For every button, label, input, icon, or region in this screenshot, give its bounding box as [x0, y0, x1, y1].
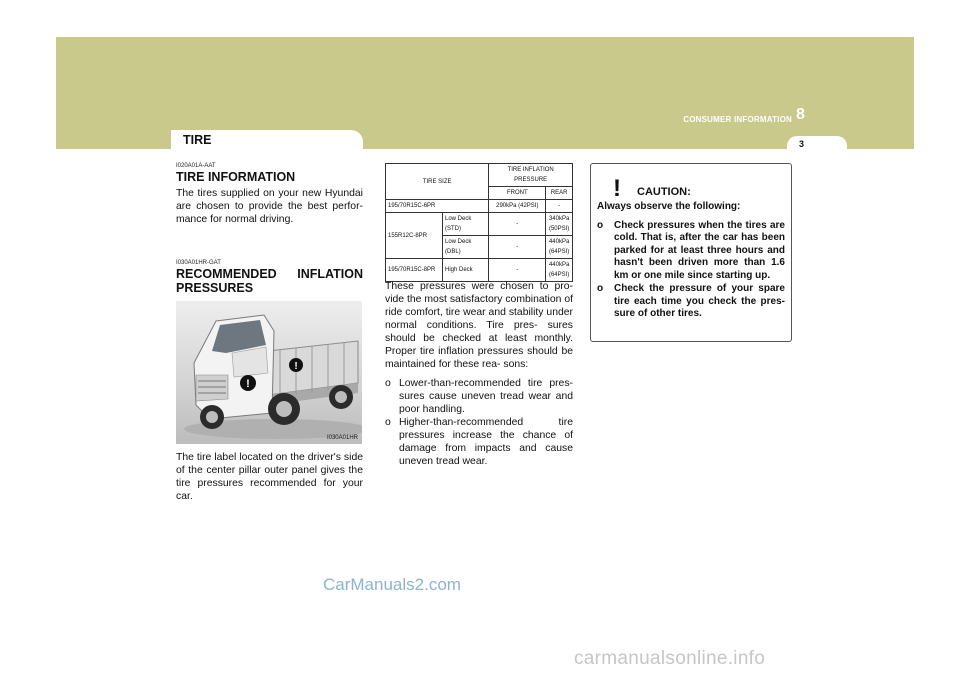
left-column — [176, 163, 363, 226]
list-item: o Lower-than-recommended tire pres- sures cause uneven tread wear and poor handling. — [385, 378, 573, 415]
caution-title: CAUTION: — [637, 186, 691, 198]
caution-body — [597, 201, 785, 321]
table-header-row — [386, 164, 573, 187]
tire-size-header: TIRE SIZE — [386, 164, 489, 200]
section-code: I020A01A-AAT — [176, 163, 216, 169]
deck-cell: Low Deck (STD) — [443, 213, 489, 236]
list-item: o Check pressures when the tires are cold. That is, after the car has been parked for at least three hours and hasn't been driven more than 1.6 km or one mile since starting up. — [597, 219, 785, 281]
table-row — [386, 259, 573, 282]
list-item: o Check the pressure of your spare tire each time you check the pres- sure of other tires. — [597, 283, 785, 319]
reasons-list — [385, 377, 573, 468]
rear-cell: - — [546, 200, 573, 213]
caution-intro: Always observe the following: — [597, 201, 741, 212]
tire-pressure-table — [385, 163, 573, 282]
svg-text:!: ! — [613, 175, 621, 199]
table-row — [386, 200, 573, 213]
front-header: FRONT — [489, 187, 546, 200]
pressure-header: TIRE INFLATION PRESSURE — [489, 164, 573, 187]
section-code: I030A01HR-GAT — [176, 260, 221, 266]
heading-tire-information: TIRE INFORMATION — [176, 170, 296, 184]
deck-cell: High Deck — [443, 259, 489, 282]
svg-text:!: ! — [294, 361, 298, 372]
warning-icon — [600, 169, 634, 199]
front-cell: - — [489, 236, 546, 259]
front-cell: - — [489, 259, 546, 282]
caution-box — [590, 163, 792, 342]
rear-header: REAR — [546, 187, 573, 200]
section-title: CONSUMER INFORMATION — [683, 115, 792, 124]
svg-text:!: ! — [246, 378, 250, 390]
middle-column — [385, 280, 573, 468]
rear-cell: 340kPa (50PSI) — [546, 213, 573, 236]
truck-image — [176, 301, 362, 444]
tire-size-cell: 195/70R15C-8PR — [386, 259, 443, 282]
tire-information-text: The tires supplied on your new Hyundai are chosen to provide the best perfor- mance for normal driving. — [176, 188, 363, 225]
table-row — [386, 213, 573, 236]
tire-label-text: The tire label located on the driver's side of the center pillar outer panel gives the tire pressures recommended for your car. — [176, 452, 363, 502]
heading-recommended-inflation: RECOMMENDED INFLATION PRESSURES — [176, 267, 363, 295]
section-number: 8 — [796, 106, 805, 123]
list-item: o Higher-than-recommended tire pressures increase the chance of damage from impacts and cause uneven tread wear. — [385, 417, 573, 467]
tire-size-cell: 195/70R15C-6PR — [386, 200, 489, 213]
truck-illustration — [176, 301, 362, 444]
front-cell: - — [489, 213, 546, 236]
watermark-link[interactable]: CarManuals2.com — [323, 575, 461, 594]
image-code: I030A01HR — [326, 435, 358, 441]
caution-list — [597, 220, 785, 321]
rear-cell: 440kPa (64PSI) — [546, 259, 573, 282]
watermark-footer: carmanualsonline.info — [574, 648, 766, 669]
topic-tab-label: TIRE — [183, 133, 212, 147]
page-tab — [787, 136, 847, 160]
deck-cell: Low Deck (DBL) — [443, 236, 489, 259]
tire-size-cell: 155R12C-8PR — [386, 213, 443, 259]
inflation-heading-block — [176, 260, 363, 295]
pressures-explanation: These pressures were chosen to pro- vide the most satisfactory combination of ride comfort, tire wear and stability under normal conditions. Tire pres- sures should be checked at least monthly. Proper tire inflation pressures should be maintained for these rea- sons: — [385, 281, 573, 370]
front-cell: 290kPa (42PSI) — [489, 200, 546, 213]
rear-cell: 440kPa (64PSI) — [546, 236, 573, 259]
page-number: 3 — [799, 139, 805, 149]
